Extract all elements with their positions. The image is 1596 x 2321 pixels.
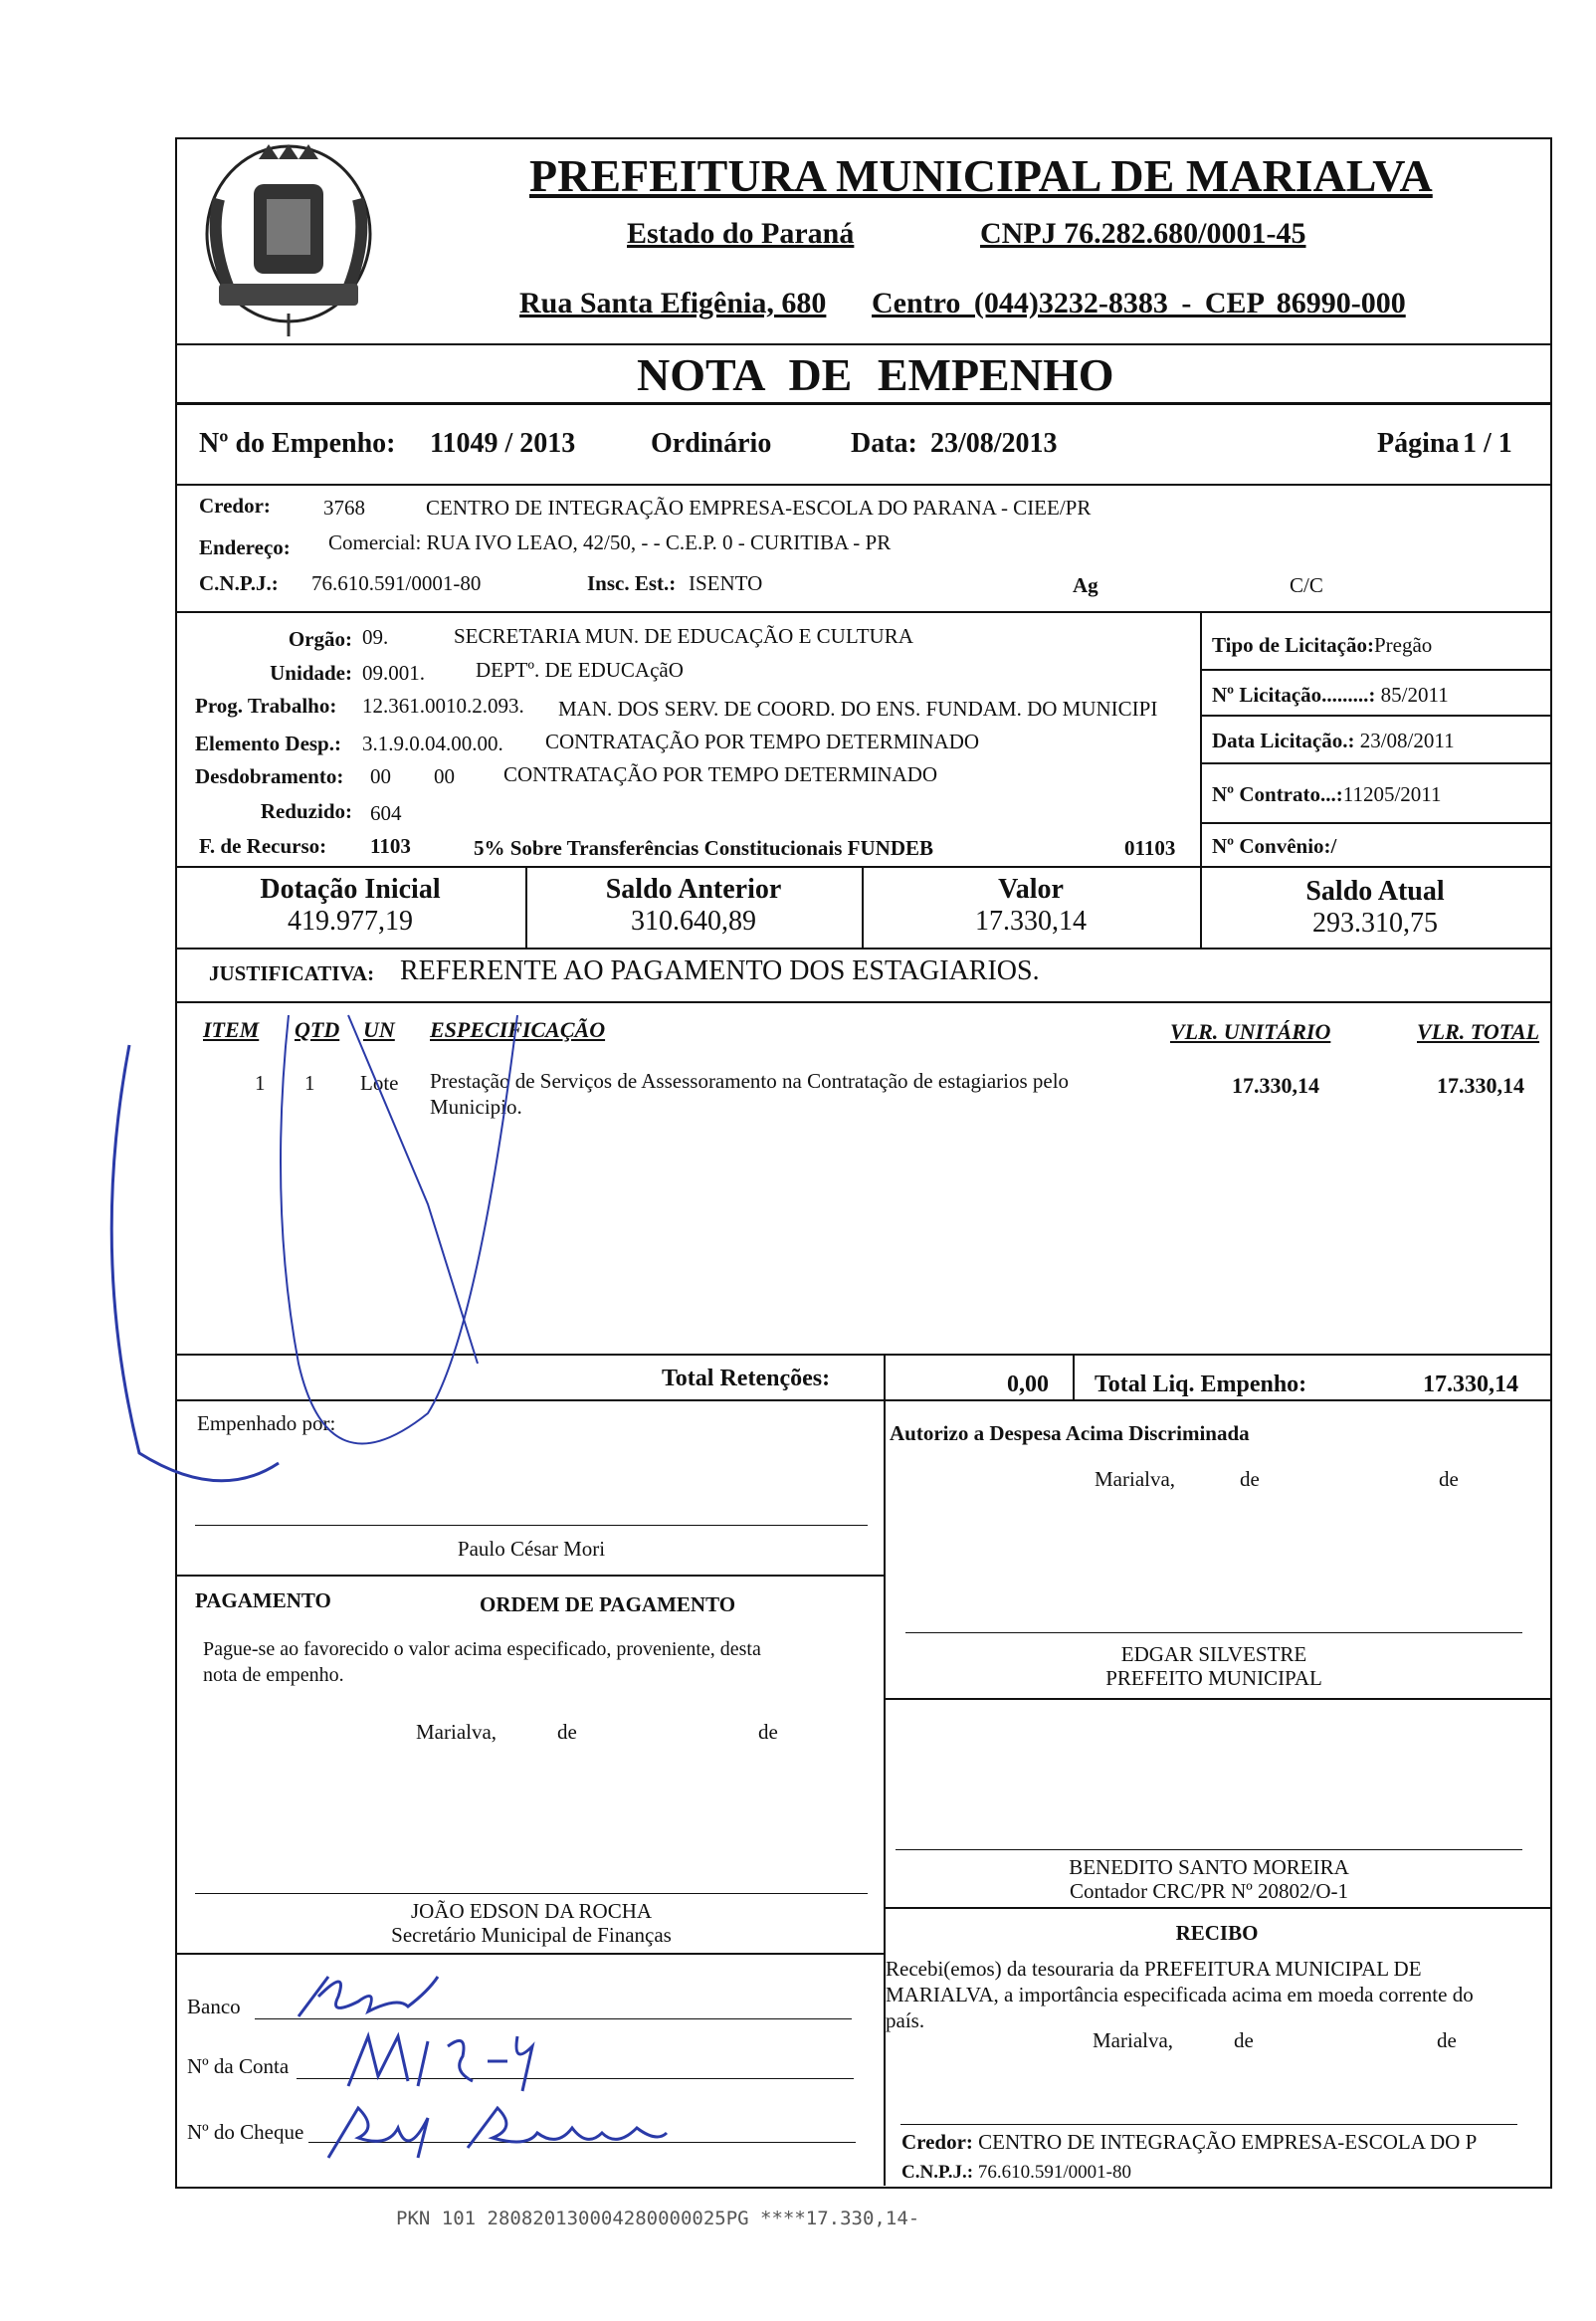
autorizo-de2: de bbox=[1439, 1467, 1459, 1491]
desdob-a: 00 bbox=[370, 764, 391, 788]
autorizo-text: Autorizo a Despesa Acima Discriminada bbox=[890, 1421, 1250, 1445]
row-un: Lote bbox=[360, 1071, 399, 1095]
orgao-label: Orgão: bbox=[288, 627, 352, 651]
doc-title: NOTA DE EMPENHO bbox=[637, 349, 1114, 400]
recibo-de1: de bbox=[1234, 2028, 1254, 2052]
coat-of-arms-logo bbox=[199, 139, 378, 338]
divider bbox=[175, 343, 1550, 345]
saldo-anterior-label: Saldo Anterior bbox=[605, 874, 782, 905]
divider bbox=[175, 1575, 884, 1577]
header-state: Estado do Paraná bbox=[627, 217, 855, 250]
cheque-label: Nº do Cheque bbox=[187, 2120, 304, 2144]
divider bbox=[175, 611, 1550, 613]
reduzido-label: Reduzido: bbox=[260, 799, 352, 823]
header-address: Rua Santa Efigênia, 680 bbox=[519, 287, 827, 319]
recibo-line1: Recebi(emos) da tesouraria da PREFEITURA MUNICIPAL DE bbox=[886, 1957, 1422, 1981]
liq-value: 17.330,14 bbox=[1423, 1372, 1518, 1397]
row-unit: 17.330,14 bbox=[1232, 1073, 1319, 1098]
licitacao-data-value: 23/08/2011 bbox=[1359, 729, 1455, 752]
divider bbox=[884, 1698, 1550, 1700]
divider bbox=[1200, 715, 1550, 717]
orgao-code: 09. bbox=[362, 625, 389, 649]
recibo-label: RECIBO bbox=[1175, 1921, 1259, 1945]
col-un-header: UN bbox=[363, 1017, 395, 1042]
recibo-credor bbox=[901, 2130, 1477, 2155]
recibo-line3: país. bbox=[886, 2008, 925, 2032]
divider bbox=[884, 1907, 1550, 1909]
empenho-date: 23/08/2013 bbox=[930, 428, 1058, 459]
unidade-code: 09.001. bbox=[362, 661, 425, 685]
credor-cnpj: 76.610.591/0001-80 bbox=[311, 571, 482, 595]
divider bbox=[1200, 669, 1550, 671]
divider bbox=[1073, 1354, 1075, 1401]
retencoes-value: 0,00 bbox=[1007, 1372, 1049, 1397]
empenho-type: Ordinário bbox=[651, 428, 772, 459]
empenho-date-label: Data: bbox=[851, 428, 917, 459]
pagamento-label: PAGAMENTO bbox=[195, 1588, 331, 1612]
signature-line bbox=[195, 1893, 868, 1894]
pagamento-text-line2: nota de empenho. bbox=[203, 1664, 344, 1686]
header-district-phone: Centro (044)3232-8383 - CEP 86990-000 bbox=[872, 287, 1406, 319]
prog-code: 12.361.0010.2.093. bbox=[362, 694, 524, 718]
conta-label: Nº da Conta bbox=[187, 2054, 290, 2078]
recibo-credor-value: CENTRO DE INTEGRAÇÃO EMPRESA-ESCOLA DO P bbox=[978, 2130, 1478, 2154]
row-total: 17.330,14 bbox=[1437, 1073, 1524, 1098]
pagamento-place: Marialva, bbox=[416, 1720, 498, 1744]
signature-line bbox=[905, 1632, 1522, 1633]
desdob-b: 00 bbox=[434, 764, 455, 788]
justificativa-label: JUSTIFICATIVA: bbox=[209, 961, 375, 985]
elemento-label: Elemento Desp.: bbox=[195, 732, 341, 755]
dotacao-inicial-label: Dotação Inicial bbox=[260, 874, 441, 905]
autorizo-place: Marialva, bbox=[1095, 1467, 1176, 1491]
row-spec-line2: Municipio. bbox=[430, 1095, 522, 1119]
prefeito-role: PREFEITO MUNICIPAL bbox=[1105, 1666, 1322, 1690]
licitacao-tipo-value: Pregão bbox=[1373, 633, 1433, 657]
empenhado-label: Empenhado por: bbox=[197, 1411, 336, 1435]
signature-line bbox=[195, 1525, 868, 1526]
empenho-label: Nº do Empenho: bbox=[199, 428, 396, 459]
licitacao-num-label: Nº Licitação.........: bbox=[1212, 683, 1376, 707]
recurso-label: F. de Recurso: bbox=[199, 834, 327, 858]
licitacao-data bbox=[1212, 729, 1455, 753]
recurso-name: 5% Sobre Transferências Constitucionais FUNDEB bbox=[474, 836, 934, 860]
cc-label: C/C bbox=[1290, 573, 1323, 597]
pagamento-de2: de bbox=[758, 1720, 778, 1744]
secretario-role: Secretário Municipal de Finanças bbox=[391, 1923, 672, 1947]
credor-code: 3768 bbox=[323, 496, 365, 520]
retencoes-label: Total Retenções: bbox=[662, 1366, 831, 1391]
prog-name: MAN. DOS SERV. DE COORD. DO ENS. FUNDAM. DO MUNICIPI bbox=[558, 697, 1158, 721]
desdob-name: CONTRATAÇÃO POR TEMPO DETERMINADO bbox=[503, 762, 938, 786]
valor-label: Valor bbox=[998, 874, 1064, 905]
divider bbox=[175, 1953, 884, 1955]
col-item-header: ITEM bbox=[203, 1017, 260, 1042]
divider bbox=[884, 1399, 886, 2186]
saldo-anterior-value: 310.640,89 bbox=[631, 906, 756, 937]
footer-code: PKN 101 280820130004280000025PG ****17.330,14- bbox=[396, 2208, 920, 2229]
prefeito-name: EDGAR SILVESTRE bbox=[1120, 1642, 1307, 1666]
dotacao-inicial-value: 419.977,19 bbox=[288, 906, 413, 937]
contador-role: Contador CRC/PR Nº 20802/O-1 bbox=[1069, 1879, 1349, 1903]
credor-address: Comercial: RUA IVO LEAO, 42/50, - - C.E.P. 0 - CURITIBA - PR bbox=[328, 530, 892, 554]
recibo-cnpj bbox=[901, 2162, 1131, 2184]
credor-insc: ISENTO bbox=[689, 571, 763, 595]
address-label: Endereço: bbox=[199, 535, 291, 559]
page-label: Página bbox=[1377, 428, 1460, 459]
empenho-number: 11049 / 2013 bbox=[430, 428, 576, 459]
page-number: 1 / 1 bbox=[1463, 428, 1512, 459]
header-cnpj: CNPJ 76.282.680/0001-45 bbox=[980, 217, 1306, 250]
signature-line bbox=[896, 1849, 1522, 1850]
recibo-credor-label: Credor: bbox=[901, 2130, 973, 2154]
recurso-extra: 01103 bbox=[1124, 836, 1176, 860]
col-qtd-header: QTD bbox=[295, 1017, 340, 1042]
cnpj-label: C.N.P.J.: bbox=[199, 571, 279, 595]
valor-value: 17.330,14 bbox=[975, 906, 1087, 937]
recibo-de2: de bbox=[1437, 2028, 1457, 2052]
elemento-name: CONTRATAÇÃO POR TEMPO DETERMINADO bbox=[545, 730, 980, 753]
licitacao-contrato-value: 11205/2011 bbox=[1342, 782, 1442, 806]
credor-label: Credor: bbox=[199, 494, 271, 518]
saldo-atual-label: Saldo Atual bbox=[1305, 876, 1445, 907]
licitacao-convenio: Nº Convênio:/ bbox=[1212, 834, 1337, 858]
col-total-header: VLR. TOTAL bbox=[1417, 1019, 1540, 1044]
divider bbox=[175, 948, 1550, 950]
recibo-place: Marialva, bbox=[1093, 2028, 1174, 2052]
insc-label: Insc. Est.: bbox=[587, 571, 677, 595]
contador-name: BENEDITO SANTO MOREIRA bbox=[1069, 1855, 1349, 1879]
pagamento-text-line1: Pague-se ao favorecido o valor acima especificado, proveniente, desta bbox=[203, 1638, 761, 1660]
recibo-line2: MARIALVA, a importância especificada acima em moeda corrente do bbox=[886, 1983, 1474, 2006]
licitacao-tipo-label: Tipo de Licitação: bbox=[1212, 633, 1374, 657]
ordem-pagamento-label: ORDEM DE PAGAMENTO bbox=[480, 1592, 736, 1616]
row-spec-line1: Prestação de Serviços de Assessoramento na Contratação de estagiarios pelo bbox=[430, 1069, 1070, 1093]
saldo-atual-value: 293.310,75 bbox=[1312, 908, 1438, 939]
justificativa-text: REFERENTE AO PAGAMENTO DOS ESTAGIARIOS. bbox=[400, 955, 1040, 986]
licitacao-num-value: 85/2011 bbox=[1380, 683, 1449, 707]
orgao-name: SECRETARIA MUN. DE EDUCAÇÃO E CULTURA bbox=[454, 624, 913, 648]
signature-line bbox=[900, 2124, 1517, 2125]
recibo-cnpj-value: 76.610.591/0001-80 bbox=[977, 2162, 1131, 2183]
divider bbox=[1200, 611, 1202, 868]
reduzido-value: 604 bbox=[370, 801, 402, 825]
elemento-code: 3.1.9.0.04.00.00. bbox=[362, 732, 503, 755]
recurso-code: 1103 bbox=[370, 834, 411, 858]
licitacao-data-label: Data Licitação.: bbox=[1212, 729, 1355, 752]
autorizo-de1: de bbox=[1240, 1467, 1260, 1491]
header-title: PREFEITURA MUNICIPAL DE MARIALVA bbox=[529, 150, 1433, 201]
credor-name: CENTRO DE INTEGRAÇÃO EMPRESA-ESCOLA DO PARANA - CIEE/PR bbox=[426, 496, 1092, 520]
row-qtd: 1 bbox=[304, 1071, 315, 1095]
divider bbox=[1200, 822, 1550, 824]
licitacao-num bbox=[1212, 683, 1449, 708]
divider bbox=[884, 1354, 886, 1401]
divider bbox=[175, 402, 1550, 405]
col-unit-header: VLR. UNITÁRIO bbox=[1170, 1019, 1331, 1044]
licitacao-contrato-label: Nº Contrato...: bbox=[1212, 782, 1343, 806]
prog-label: Prog. Trabalho: bbox=[195, 694, 337, 718]
row-item: 1 bbox=[255, 1071, 266, 1095]
liq-label: Total Liq. Empenho: bbox=[1095, 1372, 1307, 1397]
handwriting-banco bbox=[289, 1967, 458, 2026]
desdob-label: Desdobramento: bbox=[195, 764, 344, 788]
pagamento-de1: de bbox=[557, 1720, 577, 1744]
secretario-name: JOÃO EDSON DA ROCHA bbox=[410, 1899, 653, 1923]
banco-label: Banco bbox=[187, 1995, 241, 2018]
signature-scribble bbox=[100, 1005, 597, 1503]
licitacao-contrato bbox=[1212, 782, 1442, 807]
unidade-label: Unidade: bbox=[270, 661, 352, 685]
handwriting-conta bbox=[338, 2026, 537, 2096]
licitacao-tipo bbox=[1212, 633, 1432, 658]
divider bbox=[175, 484, 1550, 486]
col-spec-header: ESPECIFICAÇÃO bbox=[430, 1017, 606, 1042]
empenhado-name: Paulo César Mori bbox=[457, 1537, 606, 1561]
divider bbox=[175, 1001, 1550, 1003]
divider bbox=[1200, 762, 1550, 764]
unidade-name: DEPTº. DE EDUCAçãO bbox=[476, 658, 684, 682]
handwriting-cheque bbox=[318, 2098, 677, 2168]
recibo-cnpj-label: C.N.P.J.: bbox=[901, 2162, 974, 2183]
ag-label: Ag bbox=[1073, 573, 1098, 597]
